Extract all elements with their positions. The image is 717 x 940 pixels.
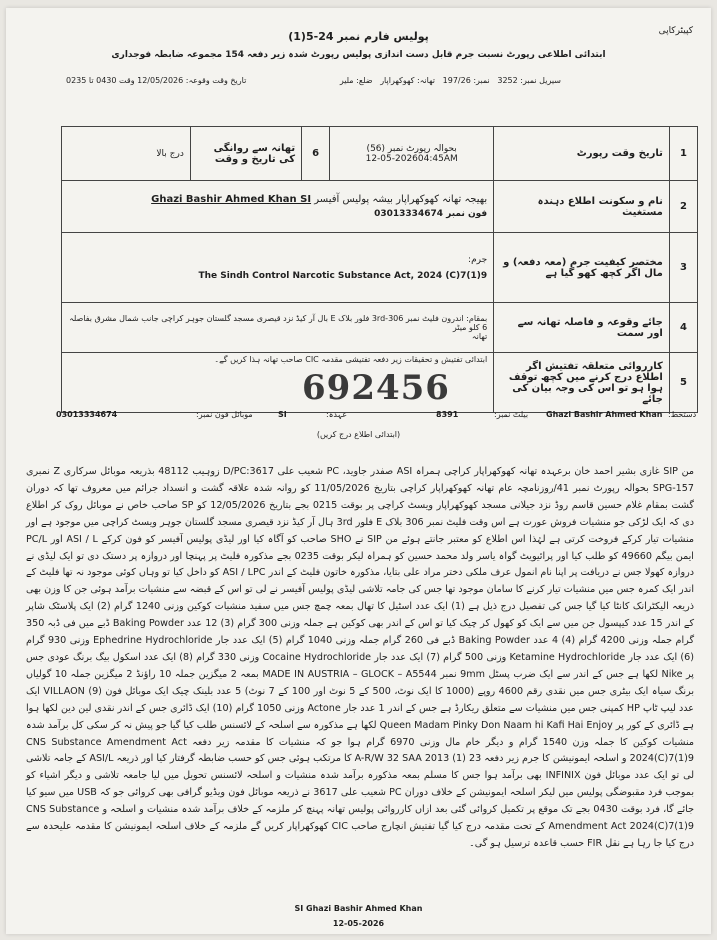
signature-belt-label: بیلٹ نمبر: (494, 410, 529, 419)
offence-label-inline: جرم: (468, 254, 488, 265)
signature-rank-label: عہدہ: (326, 410, 348, 419)
informant-label: نام و سکونت اطلاع دہندہ مستغیث (494, 181, 670, 233)
action-value: ابتدائی تفتیش و تحقیقات زیر دفعہ تفتیشی مقدمہ CIC صاحب تھانہ ہذا کریں گے۔ (62, 353, 494, 413)
fir-narrative: من SIP غازی بشیر احمد خان برعہدہ تھانہ کھوکھراپار کراچی ہمراہ ASI صفدر جاوید، PC شعیب علی D/PC:3617 زوہیب 48112 بذریعہ موبائل سرکاری Z نمبری SPG-157 بحوالہ رپورٹ نمبر 41/روزنامچہ عام تھانہ کھوکھراپار کراچی بتاریخ 11/05/2026 کو روانہ شدہ علاقہ گشت و انسداد جرائم میں معروف تھا کہ دوران گشت بمقام غلام حسین قاسم روڈ نزد جیلانی مسجد کھوکھراپار ویسٹ کراچی پر بوقت 0215 بجے بتاریخ 12/05/2026 کو SP صاحب خاص نے موبائل روک کر اطلاع دی کہ ایک لڑکی جو منشیات فروش عورت ہے اس وقت فلیٹ نمبر 306 بلاک E فلور 3rd ہال آر کیڈ نزد قیصری مسجد گلستان جوہر ویسٹ کراچی میں موجود ہے اور منشیات تیار کرکے فروخت کرتی ہے لہٰذا اس اطلاع کو معتبر جانتے ہوئے من SIP نے SHO صاحب کو آگاہ کیا اور لیڈی پولیس آفیسر کو فون کرکے ASI / L اور PC/L ایمن بیگم 49660 کو طلب کیا اور پرائیویٹ گواہ یاسر ولد محمد حسین کو ہمراہ لیکر بوقت 0235 بجے مذکورہ فلیٹ پر پہنچا اور دروازہ پر دستک دی تو ایک لیڈی نے دروازہ کھولا جس نے دریافت پر اپنا نام انمول عرف ملکی دختر مراد علی بتایا، مذکورہ خاتون فلیٹ کے اندر ASI / LPC کو داخل کیا تو وہاں کوئی موجود نہ تھا فلیٹ کے اندر ایک کمرہ جس میں منشیات تیار کرنے کا سامان موجود تھا جس کی جامہ تلاشی لیڈی پولیس آفیسر نے لی تو اس کے قبضہ سے منشیات برآمد ہوئی جن کا وزن بھی ذریعہ الیکٹرانک کانٹا کیا گیا جس کی تفصیل درج ذیل ہے (1) ایک عدد اسٹیل کا تھال بمعہ چمچ جس میں سفید منشیات کوکین وزنی 1240 گرام (2) ایک پلاسٹک شاپر کے اندر 15 عدد کیپسول جن میں سے ایک کو کھول کر چیک کیا تو اس کے اندر بھی کوکین ہے جملہ وزنی 300 گرام (3) 12 عدد Baking Powder ڈبے میں فی ڈبہ 350 گرام جملہ وزنی 4200 گرام (4) 4 عدد Baking Powder ڈبے فی 260 گرام جملہ وزنی 1040 گرام (5) ایک عدد جار Ephedrine Hydrochloride وزنی 930 گرام (6) ایک عدد جار Ketamine Hydrochloride وزنی 500 گرام (7) ایک عدد جار Cocaine Hydrochloride وزنی 330 گرام (8) ایک عدد اسکول بیگ برنگ عودی جس پر Nike لکھا ہے جس کے اندر سے ایک ضرب پسٹل 9mm نمبر MADE IN AUSTRIA – GLOCK – A5544 بمعہ 2 میگزین جملہ 10 راؤنڈ 2 میگزین جملہ 10 گولیاں برنگ سیاہ ایک بیٹری جس میں نقدی رقم 4600 روپے (1000 کا ایک نوٹ، 500 کے 5 نوٹ اور 100 کے 7 نوٹ) 5 عدد بلینک چیک ایک موبائل فون VILLAON (9) ایک عدد لیپ ٹاپ HP کمپنی جس میں منشیات سے متعلق ریکارڈ ہے جس کے اندر 1 عدد جار Actone وزنی 1050 گرام (10) ایک ڈائری جس کے اندر نقدی لین دین لکھا ہوا ہے ڈائری کے کور پر Queen Madam Pinky Don Naam hi Kafi Hai Enjoy لکھا ہے مذکورہ سے اسلحہ کے لائسنس طلب کیا گیا جو پیش نہ کر سکی کل برآمد شدہ منشیات کوکین کا جملہ وزن 1540 گرام و دیگر خام مال وزنی 6970 گرام ہوا جو کہ منشیات کا مقدمہ زیر دفعہ CNS Substance Amendment Act 2024(C)7(1)9 و اسلحہ ایمونیشن کا جرم زیر دفعہ 23 (1) A-R/W 32 SAA 2013 کا مرتکب ہوئی جس کو حسب ضابطہ گرفتار کیا اور ذریعہ ASI/L کے جامہ تلاشی لی تو ایک عدد موبائل فون INFINIX بھی برآمد ہوا جس کا مسلم بمعہ مذکورہ برآمد شدہ منشیات و اسلحہ لائسنس تحویل میں لیا جامعہ تلاشی و دیگر اشیاء کو بموجب فرد مقبوضگی پولیس میں لیکر اسلحہ ایمونیشن کے خلاف دوران PC شعیب علی 3617 نے ذریعہ موبائل فون ویڈیو گرافی بھی کروائی جو کہ USB میں سیو کیا جائے گا، فرد بوقت 0430 بجے تک موقع پر تکمیل کروائی گئی بعد ازاں کارروائی پولیس تھانہ پہنچ کر ملزمہ کے خلاف برآمد شدہ منشیات و اسلحہ و CNS Substance Amendment Act 2024(C)7(1)9 کے تحت مقدمہ درج کیا گیا تفتیش انچارج صاحب CIC کھوکھراپار کریں گے ملزمہ کے خلاف اسلحہ ایمونیشن کا مقدمہ علیحدہ سے درج کیا جا رہا ہے نقل FIR حسب قاعدہ ترسیل ہو گی۔ (26, 466, 695, 849)
signature-name: Ghazi Bashir Ahmed Khan (546, 410, 663, 419)
offence-act: The Sindh Control Narcotic Substance Act, 2024 (C)7(1)9 (198, 270, 488, 281)
form-subtitle: ابتدائی اطلاعی رپورٹ نسبت جرم قابل دست اندازی پولیس رپورٹ شدہ زیر دفعہ 154 مجموعہ ضابطہ فوجداری (111, 50, 606, 60)
district-label: ضلع: (356, 76, 373, 85)
datetime-label: تاریخ وقت وقوعہ: (185, 76, 247, 85)
station-name: کھوکھراپار (380, 76, 415, 85)
footer-date: 12-05-2026 (332, 919, 385, 928)
station-label: تھانہ: (417, 76, 435, 85)
datetime-value: 12/05/2026 وقت 0430 تا 0235 (66, 76, 184, 85)
offence-label: مختصر کیفیت جرم (معہ دفعہ) و مال اگر کچھ کھو گیا ہے (494, 233, 670, 303)
location-text: بمقام: اندرون فلیٹ نمبر 306-3rd فلور بلاک E بال آر کیڈ نزد قیصری مسجد گلستان جوہر کراچی جانب شمال مشرق بفاصلہ 6 کلو میٹر (69, 314, 488, 332)
report-time: 12-05-202604:45AM (365, 153, 458, 164)
signature-rank: SI (278, 410, 287, 419)
datetime-row (66, 76, 246, 85)
row-number: 4 (669, 303, 697, 353)
row-number: 2 (669, 181, 697, 233)
number-label: نمبر: (473, 76, 490, 85)
report-ref: بحوالہ رپورٹ نمبر (56) (366, 143, 457, 154)
table-row (62, 181, 698, 233)
informant-phone: فون نمبر 03013334674 (374, 209, 488, 219)
serial-number: 3252 (497, 76, 518, 85)
informant-value (62, 181, 494, 233)
row-number: 3 (669, 233, 697, 303)
row-number: 6 (302, 127, 330, 181)
departure-label: تھانہ سے روانگی کی تاریخ و وقت (190, 127, 301, 181)
location-value (62, 303, 494, 353)
report-datetime-value (330, 127, 494, 181)
footer-officer: SI Ghazi Bashir Ahmed Khan (294, 904, 423, 913)
informant-place: بھیجہ تھانہ کھوکھراپار بیشہ پولیس آفیسر (314, 194, 488, 205)
row-number: 5 (669, 353, 697, 413)
signature-phone: 03013334674 (56, 410, 118, 419)
stamp-number: 692456 (302, 368, 450, 408)
location-station: تھانہ (471, 332, 488, 341)
signature-belt: 8391 (436, 410, 459, 419)
form-title: پولیس فارم نمبر 24-5(1) (288, 30, 429, 43)
offence-value (62, 233, 494, 303)
action-label: کارروائی متعلقہ تفتیش اگر اطلاع درج کرنے میں کچھ توقف ہوا ہو تو اس کی وجہ بیان کی جائے (494, 353, 670, 413)
signature-label: دستخط: (668, 410, 697, 419)
informant-name: Ghazi Bashir Ahmed Khan SI (151, 194, 312, 205)
signature-note: (ابتدائی اطلاع درج کریں) (316, 430, 401, 439)
fir-number: 197/26 (442, 76, 471, 85)
row-number: 1 (669, 127, 697, 181)
serial-label: سیریل نمبر: (520, 76, 561, 85)
table-row (62, 233, 698, 303)
district-name: ملیر (339, 76, 354, 85)
fir-document (6, 8, 711, 934)
location-label: جائے وقوعہ و فاصلہ تھانہ سے اور سمت (494, 303, 670, 353)
table-row (62, 303, 698, 353)
copy-label: کپیٹرکاپی (658, 26, 693, 36)
departure-value: درج بالا (62, 127, 191, 181)
signature-phone-label: موبائل فون نمبر: (196, 410, 253, 419)
report-datetime-label: تاریخ وقت رپورٹ (494, 127, 670, 181)
table-row (62, 127, 698, 181)
serial-row (340, 76, 561, 85)
